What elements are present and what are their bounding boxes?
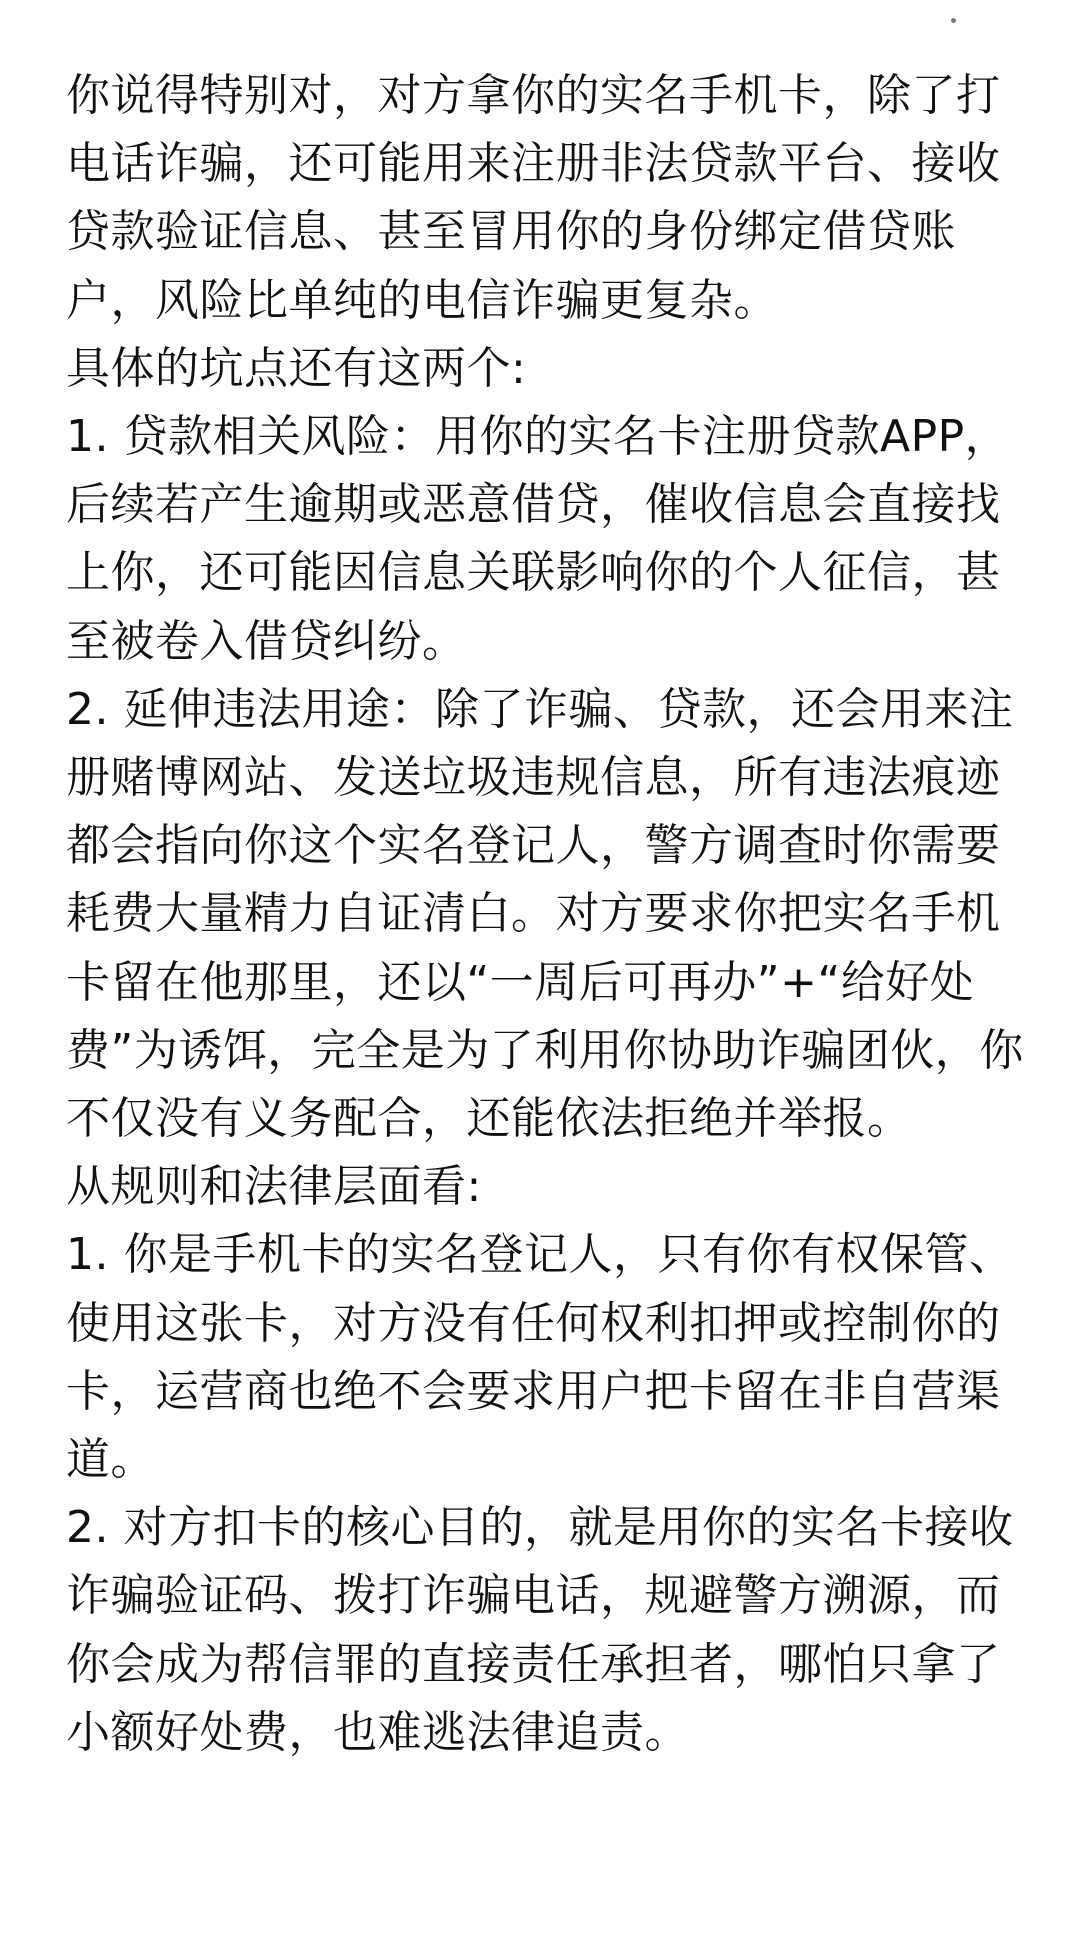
paragraph-law-heading: 从规则和法律层面看: [66, 1161, 482, 1213]
paragraph-pitfalls-heading: 具体的坑点还有这两个: [66, 342, 527, 394]
paragraph-pitfall-2: 2. 延伸违法用途：除了诈骗、贷款，还会用来注册赌博网站、发送垃圾违规信息，所有违法痕迹都会指向你这个实名登记人，警方调查时你需要耗费大量精力自证清白。对方要求你把实名手机卡留在他那里，还以“一周后可再办”+“给好处费”为诱饵，完全是为了利用你协助诈骗团伙，你不仅没有义务配合，还能依法拒绝并举报。 [66, 683, 1024, 1145]
paragraph-pitfall-1: 1. 贷款相关风险：用你的实名卡注册贷款APP，后续若产生逾期或恶意借贷，催收信息会直接找上你，还可能因信息关联影响你的个人征信，甚至被卷入借贷纠纷。 [66, 411, 1010, 667]
status-dot [951, 18, 956, 23]
paragraph-law-1: 1. 你是手机卡的实名登记人，只有你有权保管、使用这张卡，对方没有任何权利扣押或控制你的卡，运营商也绝不会要求用户把卡留在非自营渠道。 [66, 1229, 1014, 1486]
article-body [66, 62, 1026, 1767]
paragraph-intro: 你说得特别对，对方拿你的实名手机卡，除了打电话诈骗，还可能用来注册非法贷款平台、接收贷款验证信息、甚至冒用你的身份绑定借贷账户，风险比单纯的电信诈骗更复杂。 [66, 70, 1001, 326]
paragraph-law-2: 2. 对方扣卡的核心目的，就是用你的实名卡接收诈骗验证码、拨打诈骗电话，规避警方溯源，而你会成为帮信罪的直接责任承担者，哪怕只拿了小额好处费，也难逃法律追责。 [66, 1502, 1014, 1758]
